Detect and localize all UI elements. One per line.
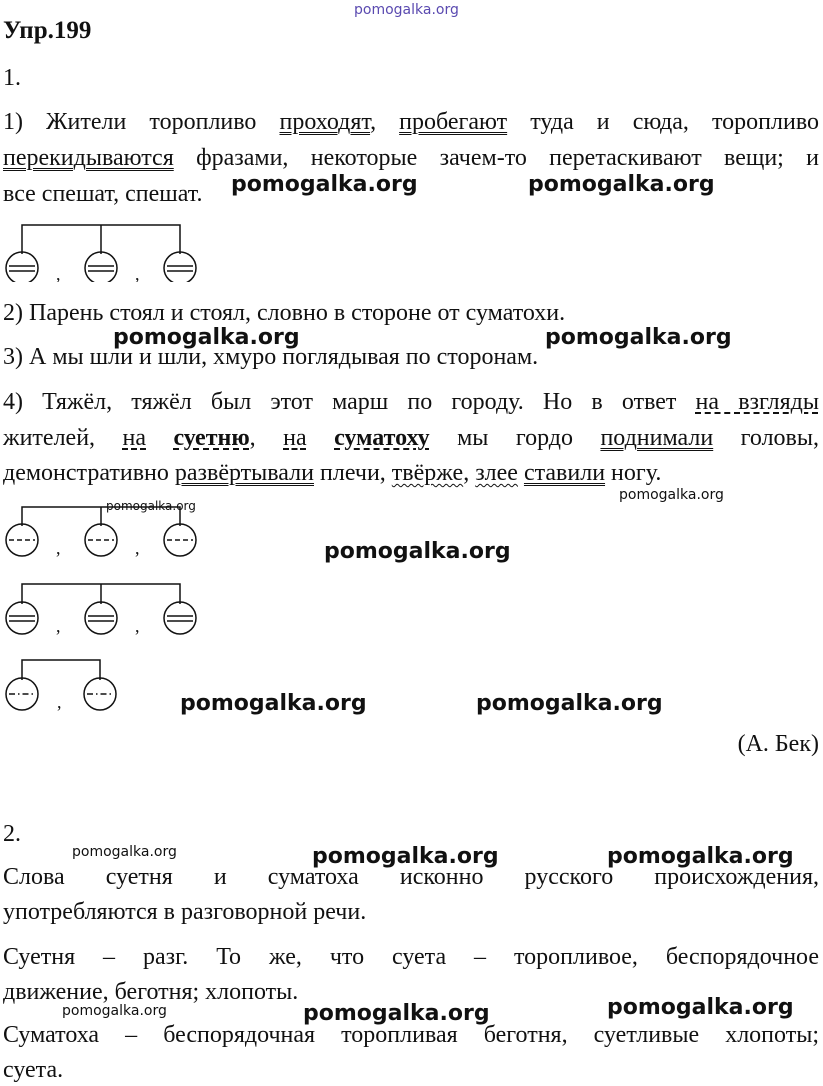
- part-2-line-5: Суматоха – беспорядочная торопливая беготня, суетливые хлопоты;: [3, 1022, 819, 1048]
- scheme-1-homogeneous-predicates: [0, 212, 220, 282]
- sentence-1-line-3: все спешат, спешат.: [3, 181, 203, 207]
- svg-text:,: ,: [57, 692, 62, 712]
- site-watermark-top: pomogalka.org: [354, 2, 459, 18]
- watermark: pomogalka.org: [619, 487, 724, 503]
- author-attribution: (А. Бек): [737, 731, 819, 757]
- svg-text:,: ,: [135, 538, 140, 558]
- svg-text:,: ,: [135, 616, 140, 636]
- scheme-3-homogeneous-predicates: [0, 572, 220, 642]
- part-2-line-3: Суетня – разг. То же, что суета – торопливое, беспорядочное: [3, 944, 819, 970]
- svg-text:,: ,: [56, 616, 61, 636]
- watermark: pomogalka.org: [528, 172, 715, 197]
- watermark: pomogalka.org: [312, 844, 499, 869]
- watermark: pomogalka.org: [607, 995, 794, 1020]
- watermark: pomogalka.org: [231, 172, 418, 197]
- watermark: pomogalka.org: [62, 1003, 167, 1019]
- part-2-line-4: движение, беготня; хлопоты.: [3, 979, 299, 1005]
- part-2-line-1: Слова суетня и суматоха исконно русского происхождения,: [3, 864, 819, 890]
- scheme-4-homogeneous-adverbials: [0, 648, 140, 718]
- watermark: pomogalka.org: [607, 844, 794, 869]
- svg-text:,: ,: [135, 264, 140, 282]
- sentence-3: 3) А мы шли и шли, хмуро поглядывая по сторонам.: [3, 344, 539, 370]
- watermark: pomogalka.org: [180, 691, 367, 716]
- watermark: pomogalka.org: [106, 499, 196, 513]
- part-2-label: 2.: [3, 821, 21, 847]
- exercise-title: Упр.199: [3, 17, 92, 44]
- svg-text:,: ,: [56, 264, 61, 282]
- part-1-label: 1.: [3, 65, 21, 91]
- sentence-1-line-1: 1) Жители торопливо проходят, пробегают туда и сюда, торопливо: [3, 109, 819, 135]
- watermark: pomogalka.org: [476, 691, 663, 716]
- sentence-4-line-1: 4) Тяжёл, тяжёл был этот марш по городу. Но в ответ на взгляды: [3, 389, 819, 415]
- sentence-2: 2) Парень стоял и стоял, словно в стороне от суматохи.: [3, 300, 566, 326]
- sentence-1-line-2: перекидываются фразами, некоторые зачем-то перетаскивают вещи; и: [3, 145, 819, 171]
- watermark: pomogalka.org: [545, 325, 732, 350]
- sentence-4-line-3: демонстративно развёртывали плечи, твёрже, злее ставили ногу.: [3, 460, 662, 486]
- watermark: pomogalka.org: [303, 1001, 490, 1026]
- watermark: pomogalka.org: [324, 539, 511, 564]
- part-2-line-6: суета.: [3, 1057, 64, 1083]
- watermark: pomogalka.org: [113, 325, 300, 350]
- svg-text:,: ,: [56, 538, 61, 558]
- part-2-line-2: употребляются в разговорной речи.: [3, 899, 367, 925]
- sentence-4-line-2: жителей, на суетню, на суматоху мы гордо поднимали головы,: [3, 425, 820, 451]
- watermark: pomogalka.org: [72, 844, 177, 860]
